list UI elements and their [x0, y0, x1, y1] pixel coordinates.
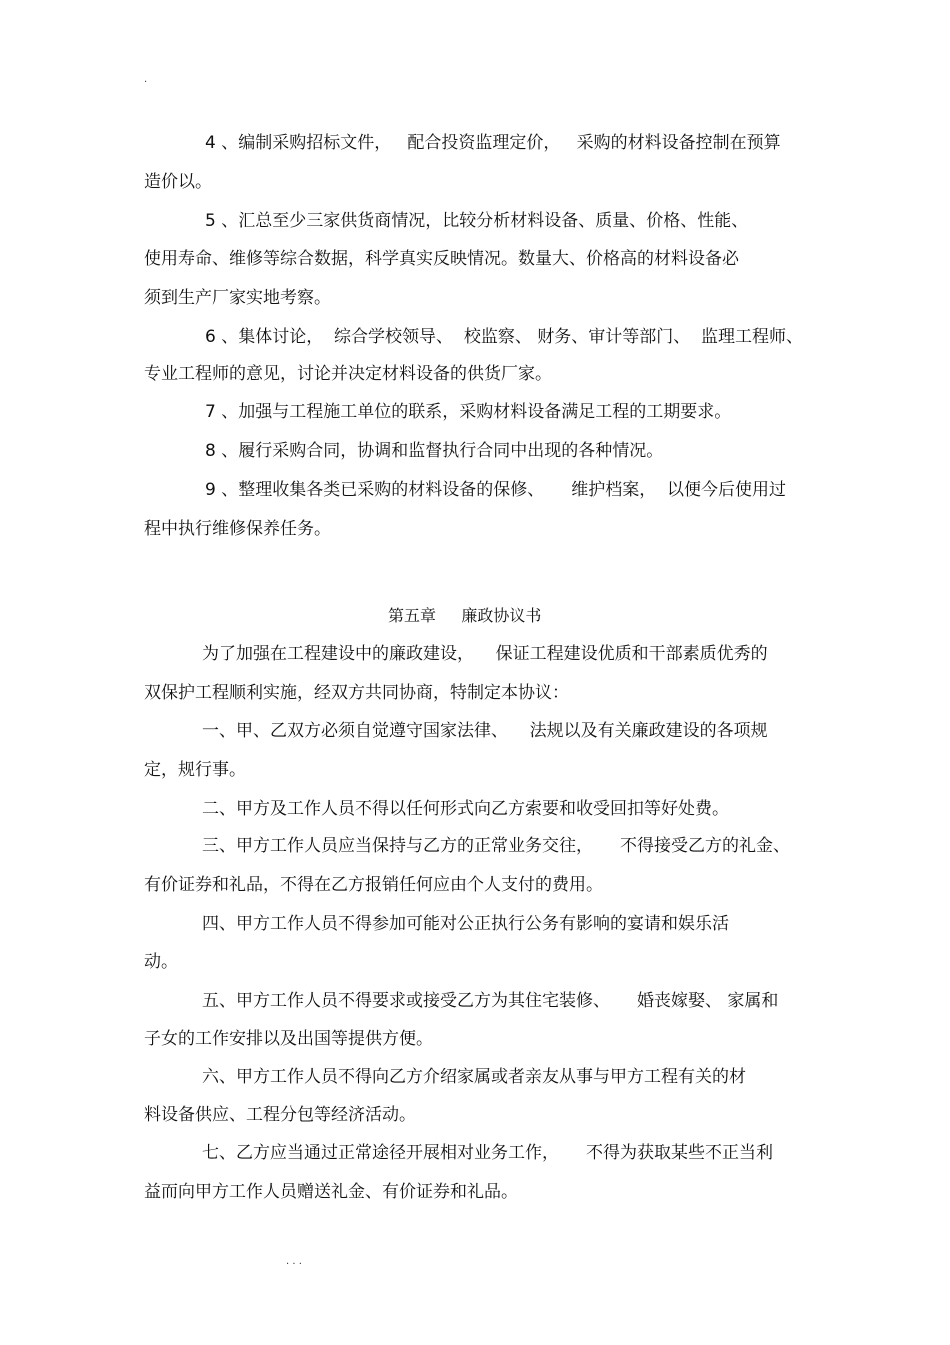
item-4-line-2: 造价以。	[144, 172, 212, 192]
clause-4-line-2: 动。	[144, 952, 178, 972]
clause-4-line-1: 四、甲方工作人员不得参加可能对公正执行公务有影响的宴请和娱乐活	[202, 914, 729, 934]
item-9-line-1: 9 、整理收集各类已采购的材料设备的保修、 维护档案， 以便今后使用过	[205, 480, 787, 500]
intro-line-1: 为了加强在工程建设中的廉政建设， 保证工程建设优质和干部素质优秀的	[202, 644, 768, 664]
clause-1-line-1: 一、甲、乙双方必须自觉遵守国家法律、 法规以及有关廉政建设的各项规	[202, 721, 768, 741]
clause-3-line-2: 有价证券和礼品，不得在乙方报销任何应由个人支付的费用。	[144, 875, 603, 895]
item-6-line-2: 专业工程师的意见，讨论并决定材料设备的供货厂家。	[144, 364, 552, 384]
item-9-line-2: 程中执行维修保养任务。	[144, 519, 331, 539]
intro-line-2: 双保护工程顺利实施，经双方共同协商，特制定本协议：	[144, 683, 569, 703]
footer-mark: . . .	[286, 1256, 302, 1267]
clause-5-line-1: 五、甲方工作人员不得要求或接受乙方为其住宅装修、 婚丧嫁娶、 家属和	[202, 991, 779, 1011]
item-8-line-1: 8 、履行采购合同，协调和监督执行合同中出现的各种情况。	[205, 441, 664, 461]
header-mark: .	[144, 74, 148, 85]
item-5-line-1: 5 、汇总至少三家供货商情况，比较分析材料设备、质量、价格、性能、	[205, 211, 749, 231]
clause-3-line-1: 三、甲方工作人员应当保持与乙方的正常业务交往， 不得接受乙方的礼金、	[202, 836, 791, 856]
clause-7-line-2: 益而向甲方工作人员赠送礼金、有价证券和礼品。	[144, 1182, 518, 1202]
item-4-line-1: 4 、编制采购招标文件， 配合投资监理定价， 采购的材料设备控制在预算	[205, 133, 781, 153]
chapter-title: 第五章 廉政协议书	[388, 606, 542, 625]
clause-5-line-2: 子女的工作安排以及出国等提供方便。	[144, 1029, 433, 1049]
item-5-line-2: 使用寿命、维修等综合数据，科学真实反映情况。数量大、价格高的材料设备必	[144, 249, 739, 269]
clause-2-line-1: 二、甲方及工作人员不得以任何形式向乙方索要和收受回扣等好处费。	[202, 799, 729, 819]
item-6-line-1: 6 、集体讨论， 综合学校领导、 校监察、 财务、审计等部门、 监理工程师、	[205, 327, 804, 347]
clause-6-line-1: 六、甲方工作人员不得向乙方介绍家属或者亲友从事与甲方工程有关的材	[202, 1067, 746, 1087]
clause-6-line-2: 料设备供应、工程分包等经济活动。	[144, 1105, 416, 1125]
clause-7-line-1: 七、乙方应当通过正常途径开展相对业务工作， 不得为获取某些不正当利	[202, 1143, 774, 1163]
item-5-line-3: 须到生产厂家实地考察。	[144, 288, 331, 308]
clause-1-line-2: 定，规行事。	[144, 760, 246, 780]
item-7-line-1: 7 、加强与工程施工单位的联系，采购材料设备满足工程的工期要求。	[205, 402, 732, 422]
